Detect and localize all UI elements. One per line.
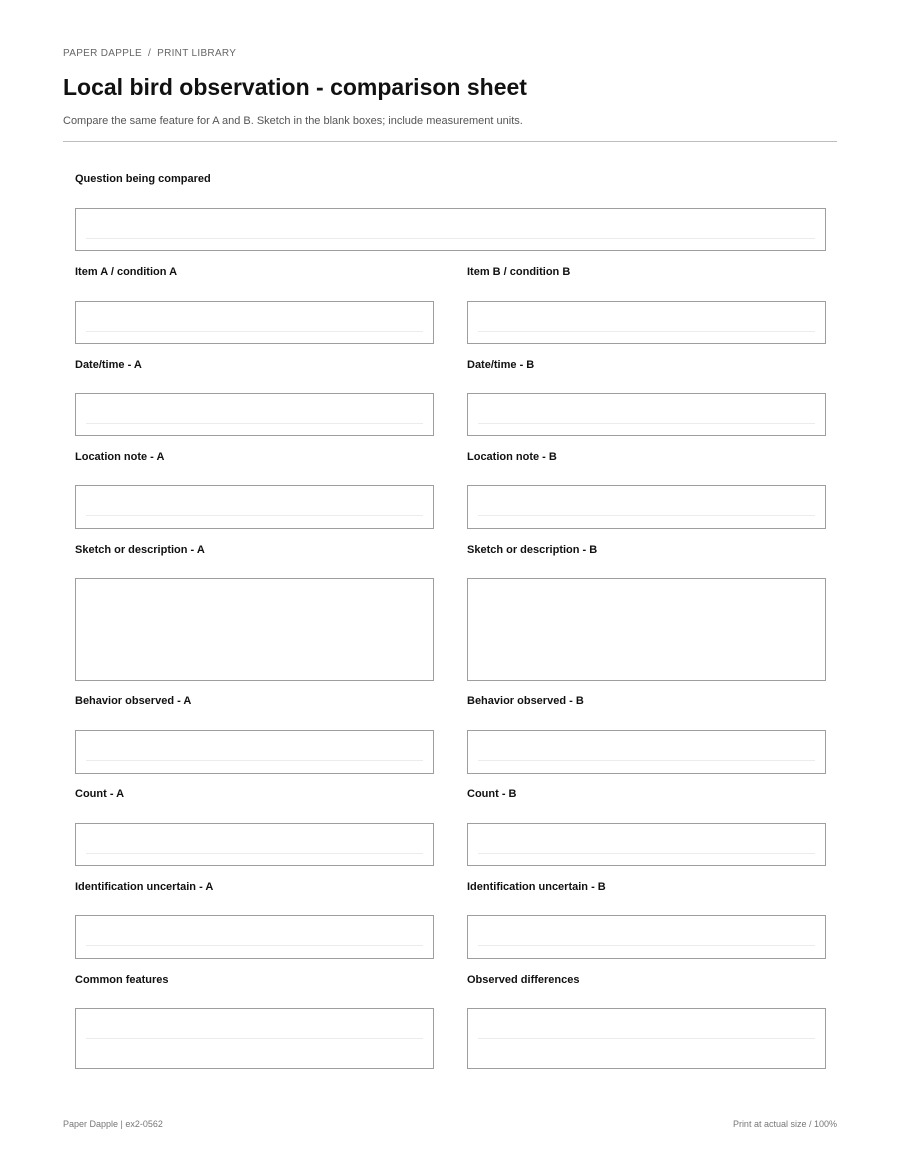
breadcrumb-brand: PAPER DAPPLE bbox=[63, 48, 143, 59]
writing-line bbox=[86, 331, 423, 332]
behavior-a-label: Behavior observed - A bbox=[75, 695, 192, 707]
uncertain-b-label: Identification uncertain - B bbox=[467, 881, 606, 893]
sketch-a-label: Sketch or description - A bbox=[75, 544, 205, 556]
writing-line bbox=[86, 853, 423, 854]
writing-line bbox=[86, 1038, 423, 1039]
writing-line bbox=[86, 760, 423, 761]
question-label: Question being compared bbox=[75, 173, 211, 185]
date-a-field[interactable] bbox=[75, 393, 434, 436]
sketch-a-box[interactable] bbox=[75, 578, 434, 681]
item-a-field[interactable] bbox=[75, 301, 434, 344]
writing-line bbox=[478, 1038, 815, 1039]
page-subtitle: Compare the same feature for A and B. Sketch in the blank boxes; include measurement units. bbox=[63, 115, 523, 127]
count-a-label: Count - A bbox=[75, 788, 125, 800]
common-features-label: Common features bbox=[75, 974, 169, 986]
header-divider bbox=[63, 141, 837, 142]
sketch-b-label: Sketch or description - B bbox=[467, 544, 598, 556]
writing-line bbox=[86, 945, 423, 946]
behavior-b-field[interactable] bbox=[467, 730, 826, 774]
count-b-label: Count - B bbox=[467, 788, 517, 800]
item-b-field[interactable] bbox=[467, 301, 826, 344]
item-b-label: Item B / condition B bbox=[467, 266, 571, 278]
footer-doc-id: Paper Dapple | ex2-0562 bbox=[63, 1119, 163, 1129]
location-b-field[interactable] bbox=[467, 485, 826, 529]
breadcrumb-section: PRINT LIBRARY bbox=[157, 48, 237, 59]
writing-line bbox=[478, 423, 815, 424]
writing-line bbox=[86, 423, 423, 424]
location-b-label: Location note - B bbox=[467, 451, 557, 463]
date-a-label: Date/time - A bbox=[75, 359, 142, 371]
sketch-b-box[interactable] bbox=[467, 578, 826, 681]
uncertain-a-label: Identification uncertain - A bbox=[75, 881, 214, 893]
writing-line bbox=[478, 331, 815, 332]
date-b-label: Date/time - B bbox=[467, 359, 535, 371]
common-features-field[interactable] bbox=[75, 1008, 434, 1069]
location-a-label: Location note - A bbox=[75, 451, 165, 463]
item-a-label: Item A / condition A bbox=[75, 266, 178, 278]
location-a-field[interactable] bbox=[75, 485, 434, 529]
question-field[interactable] bbox=[75, 208, 826, 251]
breadcrumb bbox=[63, 48, 236, 59]
writing-line bbox=[86, 238, 815, 239]
count-a-field[interactable] bbox=[75, 823, 434, 866]
behavior-a-field[interactable] bbox=[75, 730, 434, 774]
writing-line bbox=[478, 760, 815, 761]
writing-line bbox=[478, 945, 815, 946]
writing-line bbox=[478, 853, 815, 854]
differences-field[interactable] bbox=[467, 1008, 826, 1069]
page-title: Local bird observation - comparison sheet bbox=[63, 74, 527, 100]
footer-print-note: Print at actual size / 100% bbox=[732, 1119, 837, 1129]
uncertain-a-field[interactable] bbox=[75, 915, 434, 959]
date-b-field[interactable] bbox=[467, 393, 826, 436]
behavior-b-label: Behavior observed - B bbox=[467, 695, 584, 707]
count-b-field[interactable] bbox=[467, 823, 826, 866]
breadcrumb-separator: / bbox=[148, 48, 152, 59]
differences-label: Observed differences bbox=[467, 974, 580, 986]
writing-line bbox=[86, 515, 423, 516]
uncertain-b-field[interactable] bbox=[467, 915, 826, 959]
writing-line bbox=[478, 515, 815, 516]
